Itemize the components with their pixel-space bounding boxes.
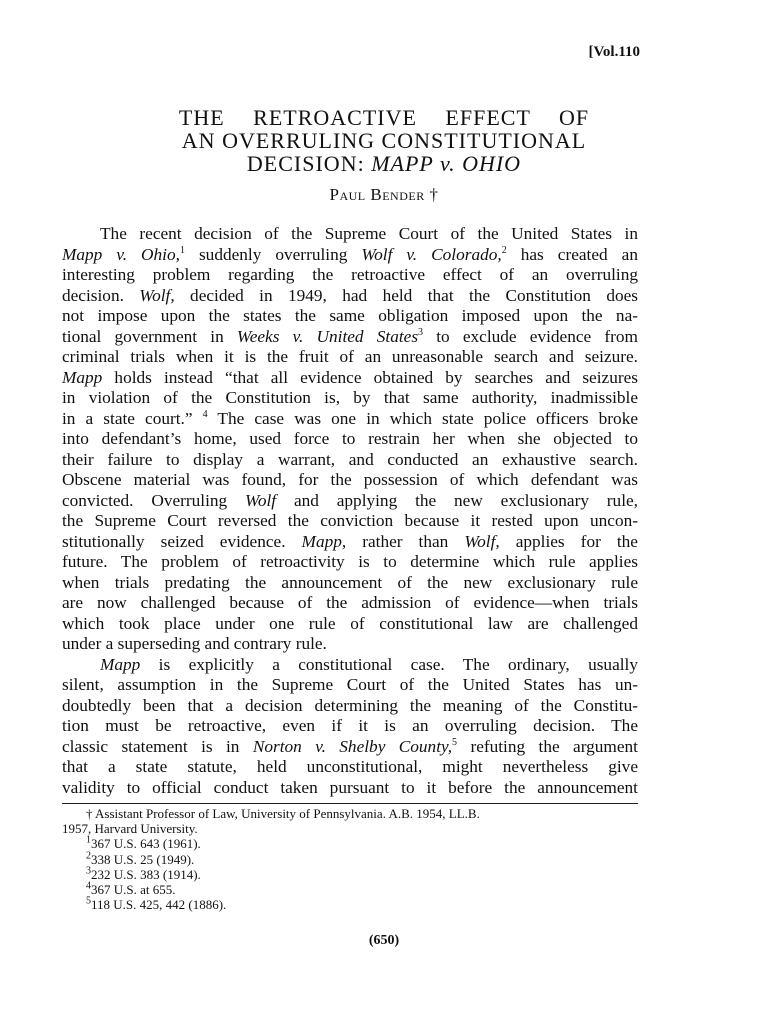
text-line: their failure to display a warrant, and conducted an exhaustive search. — [62, 449, 638, 469]
page-number: (650) — [368, 933, 400, 948]
text-run: decision. — [62, 285, 140, 305]
text-line: not impose upon the states the same obligation imposed upon the na- — [62, 306, 638, 325]
case-name: Mapp v. Ohio, — [62, 244, 180, 264]
text-line — [62, 491, 638, 512]
author-byline — [0, 185, 768, 205]
title-line-1: THE RETROACTIVE EFFECT OF — [178, 105, 590, 130]
text-line: under a superseding and contrary rule. — [62, 634, 327, 653]
footnote-marker: 2 — [86, 850, 91, 862]
footnote-dagger-cont: 1957, Harvard University. — [62, 821, 198, 837]
text-run: has created an — [506, 244, 638, 264]
text-line: criminal trials when it is the fruit of an unreasonable search and seizure. — [62, 347, 638, 366]
text-line — [62, 286, 638, 307]
footnote-divider — [62, 803, 638, 804]
case-name: Wolf — [245, 490, 277, 510]
text-line — [62, 327, 638, 348]
text-line: are now challenged because of the admission of evidence—when trials — [62, 593, 638, 612]
author-name: Paul Bender — [329, 185, 425, 204]
text-line: that a state statute, held unconstitutional, might nevertheless give — [62, 757, 638, 776]
text-run: decided in 1949, had held that the Constitution does — [174, 285, 639, 305]
text-line — [62, 245, 638, 266]
text-run: holds instead “that all evidence obtained by searches and seizures — [102, 367, 638, 387]
footnote-4 — [62, 882, 638, 897]
text-line: future. The problem of retroactivity is to determine which rule applies — [62, 552, 638, 571]
text-run: The case was one in which state police officers broke — [207, 408, 639, 428]
article-title — [0, 106, 768, 175]
case-name: Mapp, — [301, 531, 347, 551]
text-run: in a state court.” — [62, 408, 203, 428]
text-line: when trials predating the announcement of the new exclusionary rule — [62, 572, 638, 592]
footnote-ref: 3 — [418, 326, 424, 338]
footnotes — [62, 806, 638, 912]
paragraph-2 — [62, 655, 638, 799]
article-body — [62, 224, 638, 798]
text-line: The recent decision of the Supreme Court of the United States in — [100, 224, 638, 243]
case-name: Mapp — [62, 367, 103, 387]
text-line — [62, 409, 638, 430]
text-run: classic statement is in — [62, 736, 253, 756]
author-dagger: † — [429, 185, 439, 204]
text-line: which took place under one rule of constitutional law are challenged — [62, 613, 638, 633]
paragraph-1 — [62, 224, 638, 655]
text-line: Obscene material was found, for the possession of which defendant was — [62, 470, 638, 489]
footnote-3 — [62, 867, 638, 882]
text-run: tional government in — [62, 326, 237, 346]
text-line: doubtedly been that a decision determining the meaning of the Constitu- — [62, 695, 638, 715]
case-name: Weeks v. United States — [236, 326, 419, 346]
text-run: stitutionally seized evidence. — [62, 531, 302, 551]
case-name: Wolf v. Colorado, — [361, 244, 502, 264]
title-line-3 — [0, 152, 768, 175]
text-line: interesting problem regarding the retroactive effect of an overruling — [62, 265, 638, 284]
footnote-ref: 5 — [452, 736, 458, 748]
footnote-marker: 4 — [86, 880, 91, 892]
title-line-3-prefix: DECISION: — [246, 151, 365, 176]
footnote-ref: 4 — [202, 408, 208, 420]
footnote-text: 232 U.S. 383 (1914). — [91, 866, 201, 882]
text-line: validity to official conduct taken pursuant to it before the announcement — [62, 777, 638, 797]
footnote-text: 367 U.S. 643 (1961). — [91, 836, 201, 852]
text-run: refuting the argument — [457, 736, 638, 756]
text-run: applies for the — [499, 531, 638, 551]
title-line-2: AN OVERRULING CONSTITUTIONAL — [181, 128, 587, 153]
footnote-5 — [62, 897, 638, 912]
footnote-marker: 3 — [86, 865, 91, 877]
case-name: Mapp — [100, 654, 141, 674]
case-name: Wolf, — [139, 285, 175, 305]
footnote-text: Assistant Professor of Law, University of Pennsylvania. A.B. 1954, LL.B. — [95, 806, 480, 821]
footnote-1 — [62, 836, 638, 851]
text-line: in violation of the Constitution is, by that same authority, inadmissible — [62, 388, 638, 407]
text-run: is explicitly a constitutional case. The ordinary, usually — [140, 654, 638, 674]
text-line: silent, assumption in the Supreme Court of the United States has un- — [62, 675, 638, 694]
text-line — [62, 655, 638, 676]
footnote-marker: 5 — [86, 895, 91, 907]
footnote-ref: 2 — [501, 244, 507, 256]
footnote-dagger — [62, 806, 638, 821]
footnote-marker: 1 — [86, 835, 91, 847]
text-run: and applying the new exclusionary rule, — [276, 490, 638, 510]
text-line — [62, 368, 638, 389]
footnote-text: 118 U.S. 425, 442 (1886). — [91, 897, 227, 913]
title-case-name: MAPP v. OHIO — [371, 151, 522, 176]
footnote-2 — [62, 852, 638, 867]
text-run: convicted. Overruling — [62, 490, 246, 510]
footnote-marker: † — [86, 806, 93, 821]
text-run: to exclude evidence from — [423, 326, 638, 346]
footnote-text: 367 U.S. at 655. — [91, 882, 176, 898]
text-line: the Supreme Court reversed the conviction because it rested upon uncon- — [62, 511, 638, 530]
text-line — [62, 532, 638, 553]
text-line — [62, 737, 638, 758]
footnote-ref: 1 — [179, 244, 185, 256]
text-line: into defendant’s home, used force to restrain her when she objected to — [62, 429, 638, 448]
volume-header: [Vol.110 — [588, 44, 640, 60]
footnote-text: 338 U.S. 25 (1949). — [91, 851, 195, 867]
text-line: tion must be retroactive, even if it is an overruling decision. The — [62, 716, 638, 735]
text-run: suddenly overruling — [184, 244, 362, 264]
case-name: Norton v. Shelby County, — [252, 736, 453, 756]
case-name: Wolf, — [464, 531, 500, 551]
text-run: rather than — [346, 531, 465, 551]
